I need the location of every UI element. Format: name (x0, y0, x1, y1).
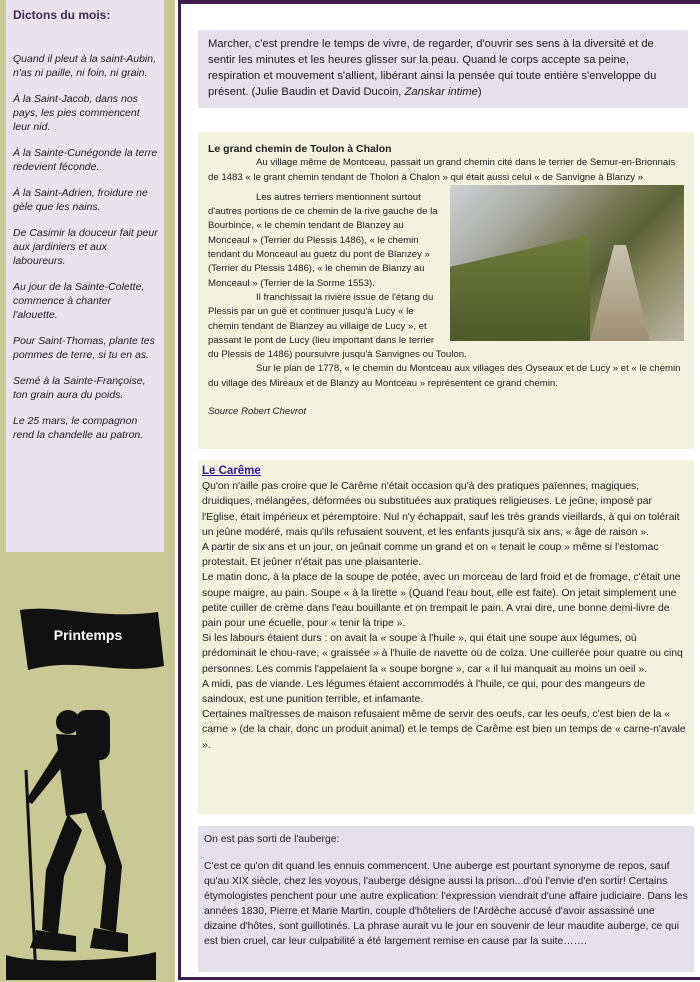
quote-book-title: Zanskar intime (404, 86, 478, 98)
chemin-source: Source Robert Chevrot (208, 406, 307, 418)
careme-paragraph: Certaines maîtresses de maison refusaient même de servir des oeufs, car les oeufs, c'est bien de la « carne » (de la chair, donc un produit animal) et le temps de Carême est bien un temps de « carne-n'avale ». (202, 709, 686, 751)
dicton-item: À la Sainte-Cunégonde la terre redevient féconde. (13, 147, 158, 173)
chemin-paragraph: Sur le plan de 1778, « le chemin du Montceau aux villages des Oyseaux et de Lucy » et « le chemin du village des Mireaux et de Blanzy au Montceau » représentent ce grand chemin. (208, 363, 681, 389)
quote-close: ) (477, 86, 482, 98)
grand-chemin-section (198, 132, 694, 449)
careme-paragraph: Le matin donc, à la place de la soupe de potée, avec un morceau de lard froid et de fromage, c'était une soupe maigre, au pain. Soupe « à la lirette » (Quand l'eau bout, elle est faite). On jetait simplement une petite cuiller de crème dans l'eau bouillante et on trempait le pain. A vrai dire, une bonne demi-livre de pain pour une écuelle, pour « tenir la tripe ». (202, 572, 681, 630)
auberge-title: On est pas sorti de l'auberge: (204, 834, 340, 845)
chemin-paragraph: Au village même de Montceau, passait un grand chemin cité dans le terrier de Semur-en-Brionnais de 1483 « le grant chemin tendant de Tholon à Chalon » qui était aussi celui « de Sanvigne à Blanzy » (208, 157, 676, 183)
banner-label: Printemps (53, 627, 123, 643)
dicton-item: De Casimir la douceur fait peur aux jardiniers et aux laboureurs. (13, 227, 158, 267)
careme-paragraph: A partir de six ans et un jour, on jeûnait comme un grand et on « tenait le coup » même si l'estomac protestait. Et jeûner n'était pas une plaisanterie. (202, 542, 659, 569)
dicton-item: Quand il pleut à la saint-Aubin, n'as ni paille, ni foin, ni grain. (13, 53, 157, 79)
printemps-banner (18, 606, 168, 686)
careme-paragraph: Si les labours étaient durs : on avait la « soupe à l'huile », qui était une soupe aux légumes, où prédominait le chou-rave, « graissée » à l'huile de navette ou de colza. Une cuillerée pour quatre ou cinq personnes. Les commis l'appelaient la « soupe borgne », car « il lui manquait au moins un oeil ». (202, 633, 683, 675)
dicton-item: Semé à la Sainte-Françoise, ton grain aura du poids. (13, 375, 146, 401)
careme-paragraph: Qu'on n'aille pas croire que le Carême n'était occasion qu'à des pratiques païennes, magiques, druidiques, mélangées, déformées ou substituées aux pratiques religieuses. Le jeûne, imposé par l'Eglise, était impérieux et péremptoire. Nul n'y échappait, sauf les très grands vieillards, à qui on tolérait un jeûne modéré, mais qu'ils refusaient souvent, et les enfants jusqu'à six ans, « âge de raison ». (202, 481, 680, 538)
dicton-item: Au jour de la Sainte-Colette, commence à chanter l'alouette. (13, 281, 145, 321)
left-sidebar (0, 0, 175, 982)
chemin-paragraph: Les autres terriers mentionnent surtout d'autres portions de ce chemin de la rive gauche de la Bourbince, « le chemin tendant de Blanzey au Monceaul » (Terrier du Plessis 1486), « le chemin tendant du Monceaul au guetz du pont de Blanzey » (Terrier du Plessis 1486), « le chemin de Blanzy au Monceaul » (Terrier de la Sorme 1553). (208, 191, 438, 289)
careme-title: Le Carême (202, 465, 261, 477)
careme-section (198, 460, 694, 814)
auberge-text: C'est ce qu'on dit quand les ennuis commencent. Une auberge est pourtant synonyme de repos, sauf qu'au XIX siècle, chez les voyous, l'auberge désigne aussi la prison...d'où l'envie d'en sortir! Certains étymologistes penchent pour une autre explication: l'expression viendrait d'une affaire judiciaire. Dans les années 1830, Pierre et Marie Martin, couple d'hôteliers de l'Ardèche accusé d'avoir assassiné une dizaine d'hôtes, sont guillotinés. La phrase aurait vu le jour en souvenir de leur maudite auberge, ce qui est bien cruel, car leur culpabilité a été largement remise en cause par la suite……. (204, 861, 688, 947)
chemin-title: Le grand chemin de Toulon à Chalon (208, 143, 392, 155)
walking-quote (198, 30, 688, 108)
auberge-section (198, 826, 694, 972)
photo-wall (450, 235, 590, 341)
chemin-photo (450, 185, 684, 341)
dicton-item: À la Saint-Adrien, froidure ne gèle que les nains. (13, 187, 148, 213)
hiker-illustration (6, 690, 156, 980)
dicton-item: Pour Saint-Thomas, plante tes pommes de terre, si tu en as. (13, 335, 155, 361)
dictons-title: Dictons du mois: (13, 8, 111, 22)
dicton-item: Le 25 mars, le compagnon rend la chandelle au patron. (13, 415, 144, 441)
dicton-item: À la Saint-Jacob, dans nos pays, les pies commencent leur nid. (13, 93, 140, 133)
careme-paragraph: A midi, pas de viande. Les légumes étaient accommodés à l'huile, ce qui, pour des mangeurs de saindoux, est une punition terrible, et infamante. (202, 678, 646, 706)
photo-path (590, 245, 650, 341)
chemin-paragraph: Il franchissait la rivière issue de l'étang du Plessis par un gué et continuer jusqu'à Lucy « le chemin tendant de Blanzey au villaige de Lucy », et passant le pont de Lucy (lieu important dans le terrier du Plessis de 1486) poursuivre jusqu'à Sanvignes ou Toulon. (208, 291, 467, 361)
dictons-box (6, 0, 164, 552)
quote-text: Marcher, c'est prendre le temps de vivre, de regarder, d'ouvrir ses sens à la diversité et de sentir les minutes et les heures glisser sur la peau. Quand le corps accepte sa peine, respiration et mouvement s'allient, libérant ainsi la pensée qui toute entière s'enveloppe du présent. (Julie Baudin et David Ducoin, (208, 38, 657, 98)
